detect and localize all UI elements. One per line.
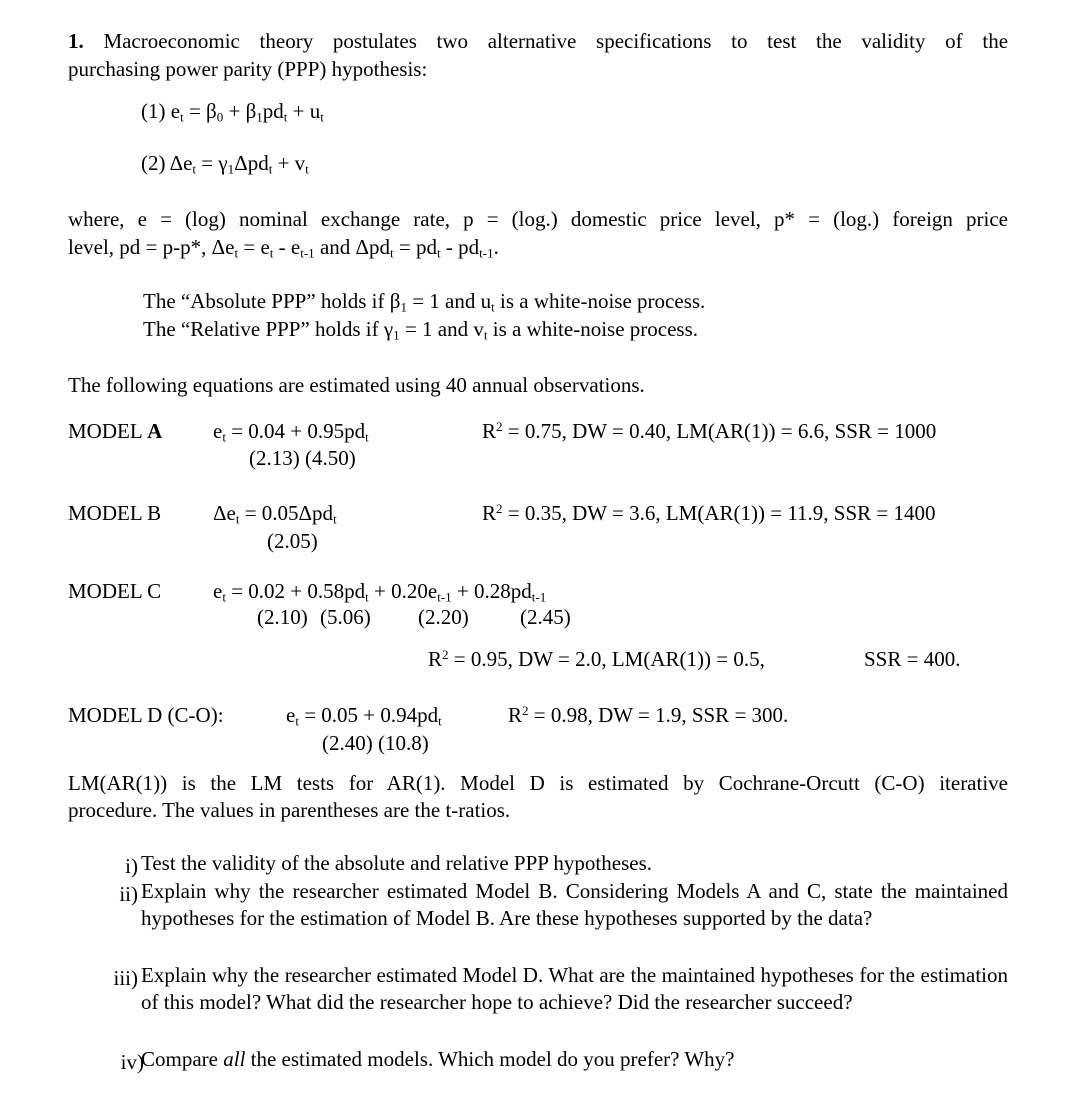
relative-ppp-condition: The “Relative PPP” holds if $\gamma_1 = 1$ and $v_t$ is a white-noise process. [143,317,699,343]
model-a-tratios: (2.13) (4.50) [249,446,356,470]
model-d-stats: $R^2 = 0.98$, DW = 1.9, SSR = 300. [508,702,789,727]
list-item-text: Compare all the estimated models. Which model do you prefer? Why? [141,1047,735,1071]
model-b-label: MODEL B [68,501,162,525]
model-d-equation: $e_t = 0.05 + 0.94pd_t$ [286,703,442,729]
model-b-stats: $R^2 = 0.35$, DW = 3.6, LM(AR(1)) = 11.9, SSR = 1400 [482,500,936,525]
model-c-tratio: (5.06) [320,605,371,629]
model-c-tratio: (2.20) [418,605,469,629]
model-a-stats: $R^2 = 0.75$, DW = 0.40, LM(AR(1)) = 6.6, SSR = 1000 [482,418,937,443]
model-c-ssr: SSR = 400. [864,647,961,671]
list-item-number: i) [125,854,138,878]
notes-line1: LM(AR(1)) is the LM tests for AR(1). Model D is estimated by Cochrane-Orcutt (C-O) iterative [68,771,1008,795]
list-item-text: Explain why the researcher estimated Model B. Considering Models A and C, state the maintained hypotheses for the estimation of Model B. Are these hypotheses supported by the data? [141,879,1008,930]
definitions-line1: where, e = (log) nominal exchange rate, p = (log.) domestic price level, p* = (log.) foreign price [68,207,1008,231]
model-d-label: MODEL D (C-O): [68,703,224,727]
absolute-ppp-condition: The “Absolute PPP” holds if $\beta_1 = 1$ and $u_t$ is a white-noise process. [143,289,706,315]
notes-line2: procedure. The values in parentheses are the t-ratios. [68,798,511,822]
estimation-intro: The following equations are estimated using 40 annual observations. [68,373,645,397]
equation-2: (2) $\Delta e_t = \gamma_1\Delta pd_t + v_t$ [141,151,309,177]
question-number: 1. [68,29,84,53]
model-c-label: MODEL C [68,579,162,603]
list-item-number: iv) [120,1050,144,1074]
model-c-stats: $R^2 = 0.95$, DW = 2.0, LM(AR(1)) = 0.5, [428,646,765,671]
model-c-equation: $e_t = 0.02 + 0.58pd_t + 0.20e_{t-1} + 0.28pd_{t-1}$ [213,579,547,605]
list-item-number: ii) [119,882,138,906]
list-item-text: Explain why the researcher estimated Model D. What are the maintained hypotheses for the estimation of this model? What did the researcher hope to achieve? Did the researcher succeed? [141,963,1008,1014]
model-a-label: MODEL A [68,419,163,443]
question-intro-line2: purchasing power parity (PPP) hypothesis: [68,57,428,81]
equation-1: (1) $e_t = \beta_0 + \beta_1pd_t + u_t$ [141,99,324,125]
model-c-tratio: (2.10) [257,605,308,629]
question-intro-line1: 1. Macroeconomic theory postulates two alternative specifications to test the validity of the [68,29,1009,53]
model-a-equation: $e_t = 0.04 + 0.95pd_t$ [213,419,369,445]
model-b-equation: $\Delta e_t = 0.05\Delta pd_t$ [213,501,337,527]
list-item-text: Test the validity of the absolute and relative PPP hypotheses. [141,851,652,875]
model-b-tratios: (2.05) [267,529,318,553]
list-item-number: iii) [113,966,138,990]
model-c-tratio: (2.45) [520,605,571,629]
definitions-line2: level, pd = p-p*, $\Delta e_t = e_t - e_{t-1}$ and $\Delta pd_t = pd_t - pd_{t-1}$. [68,235,499,261]
model-d-tratios: (2.40) (10.8) [322,731,429,755]
